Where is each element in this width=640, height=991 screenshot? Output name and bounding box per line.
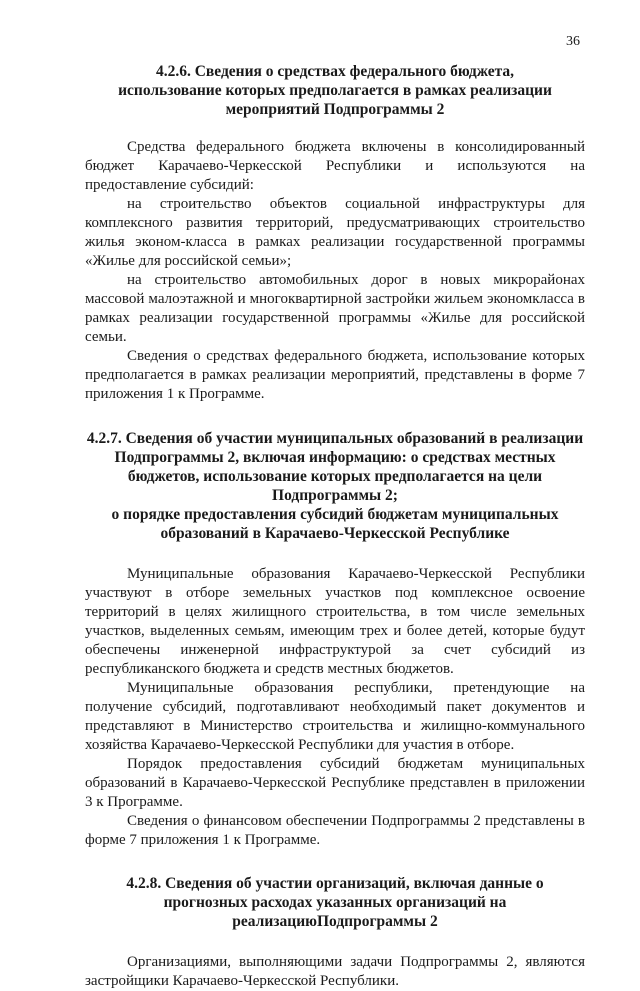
section-4-2-7 xyxy=(85,429,585,850)
document-content xyxy=(85,62,585,991)
section-body xyxy=(85,953,585,991)
page-number: 36 xyxy=(566,34,580,49)
section-title: 4.2.7. Сведения об участии муниципальных образований в реализации Подпрограммы 2, включая информацию: о средствах местных бюджетов, использование которых предполагается на цели Подпрограммы 2; о порядке предоставления субсидий бюджетам муниципальных образований в Карачаево-Черкесской Республике xyxy=(86,430,584,542)
paragraph: Организациями, выполняющими задачи Подпрограммы 2, являются застройщики Карачаево-Черкесской Республики. xyxy=(85,954,585,989)
paragraph: Сведения о финансовом обеспечении Подпрограммы 2 представлены в форме 7 приложения 1 к Программе. xyxy=(85,813,585,848)
section-title: 4.2.6. Сведения о средствах федерального бюджета, использование которых предполагается в рамках реализации мероприятий Подпрограммы 2 xyxy=(118,63,552,118)
paragraph: на строительство автомобильных дорог в новых микрорайонах массовой малоэтажной и многоквартирной застройки жильем экономкласса в рамках реализации государственной программы «Жилье для российской семьи. xyxy=(85,272,585,345)
section-4-2-8 xyxy=(85,874,585,991)
paragraph: Средства федерального бюджета включены в консолидированный бюджет Карачаево-Черкесской Республики и используются на предоставление субсидий: xyxy=(85,139,585,193)
paragraph: Порядок предоставления субсидий бюджетам муниципальных образований в Карачаево-Черкесской Республике представлен в приложении 3 к Программе. xyxy=(85,756,585,810)
section-title: 4.2.8. Сведения об участии организаций, включая данные о прогнозных расходах указанных организаций на реализациюПодпрограммы 2 xyxy=(126,875,544,930)
paragraph: на строительство объектов социальной инфраструктуры для комплексного развития территорий, предусматривающих строительство жилья эконом-класса в рамках реализации государственной программы «Жилье для российской семьи»; xyxy=(85,196,585,269)
paragraph: Муниципальные образования республики, претендующие на получение субсидий, подготавливают необходимый пакет документов и представляют в Министерство строительства и жилищно-коммунального хозяйства Карачаево-Черкесской Республики для участия в отборе. xyxy=(85,680,585,753)
section-4-2-6 xyxy=(85,62,585,404)
section-body xyxy=(85,565,585,850)
section-body xyxy=(85,138,585,404)
paragraph: Муниципальные образования Карачаево-Черкесской Республики участвуют в отборе земельных участков под комплексное освоение территорий в целях жилищного строительства, в том числе земельных участков, выделенных семьям, имеющим трех и более детей, которые будут обеспечены инженерной инфраструктурой за счет субсидий из республиканского бюджета и средств местных бюджетов. xyxy=(85,566,585,677)
paragraph: Сведения о средствах федерального бюджета, использование которых предполагается в рамках реализации мероприятий, представлены в форме 7 приложения 1 к Программе. xyxy=(85,348,585,402)
